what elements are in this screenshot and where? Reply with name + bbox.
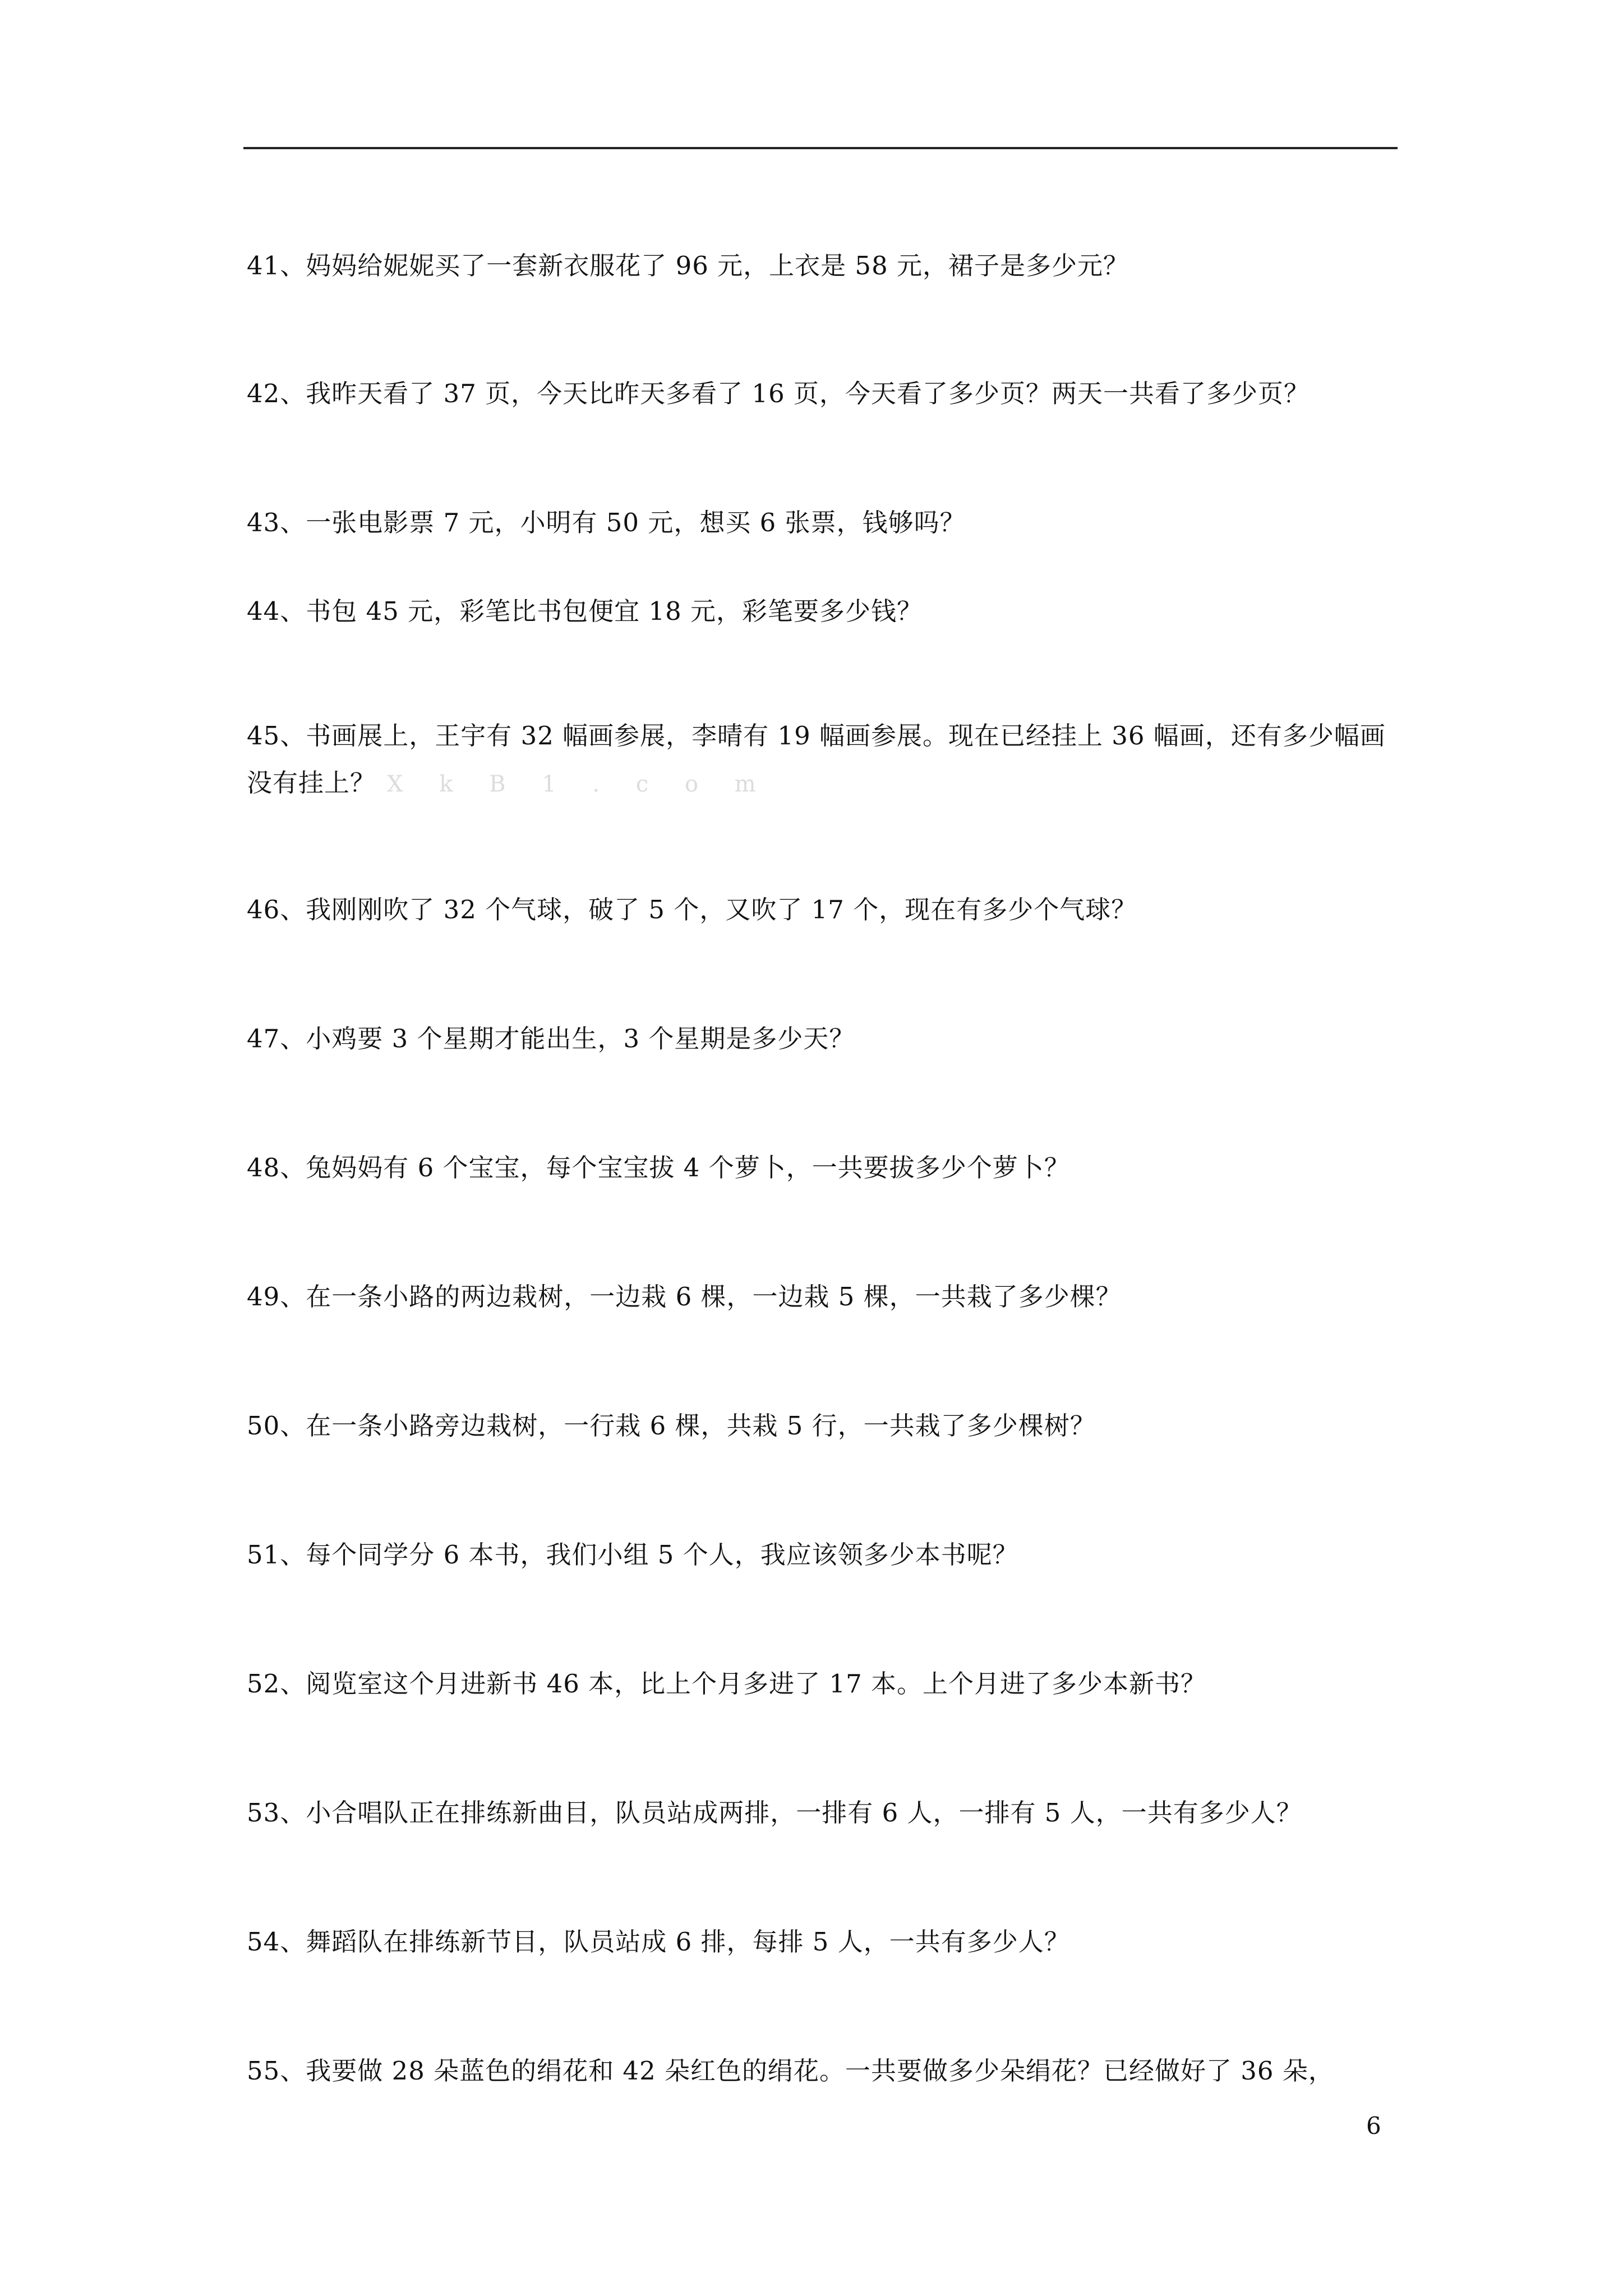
header-rule (243, 147, 1398, 149)
question-48: 48、兔妈妈有 6 个宝宝，每个宝宝拔 4 个萝卜，一共要拔多少个萝卜？ (247, 1153, 1070, 1182)
question-43: 43、一张电影票 7 元，小明有 50 元，想买 6 张票，钱够吗？ (247, 508, 966, 537)
question-50: 50、在一条小路旁边栽树，一行栽 6 棵，共栽 5 行，一共栽了多少棵树？ (247, 1411, 1096, 1441)
question-46: 46、我刚刚吹了 32 个气球，破了 5 个，又吹了 17 个，现在有多少个气球？ (247, 895, 1137, 924)
question-47: 47、小鸡要 3 个星期才能出生，3 个星期是多少天？ (247, 1024, 855, 1053)
question-53: 53、小合唱队正在排练新曲目，队员站成两排，一排有 6 人，一排有 5 人，一共有多少人？ (247, 1798, 1302, 1828)
question-49: 49、在一条小路的两边栽树，一边栽 6 棵，一边栽 5 棵，一共栽了多少棵？ (247, 1282, 1122, 1312)
question-54: 54、舞蹈队在排练新节目，队员站成 6 排，每排 5 人，一共有多少人？ (247, 1927, 1070, 1957)
question-45-text: 45、书画展上，王宇有 32 幅画参展，李晴有 19 幅画参展。现在已经挂上 36 幅画，还有多少幅画没有挂上？ (247, 721, 1386, 798)
question-44: 44、书包 45 元，彩笔比书包便宜 18 元，彩笔要多少钱？ (247, 596, 923, 626)
page-number: 6 (1366, 2112, 1381, 2139)
question-42: 42、我昨天看了 37 页，今天比昨天多看了 16 页，今天看了多少页？两天一共看了多少页？ (247, 379, 1310, 408)
watermark: X k B 1 . c o m (387, 771, 771, 797)
question-51: 51、每个同学分 6 本书，我们小组 5 个人，我应该领多少本书呢？ (247, 1540, 1018, 1570)
question-41: 41、妈妈给妮妮买了一套新衣服花了 96 元，上衣是 58 元，裙子是多少元？ (247, 251, 1129, 280)
question-45 (247, 712, 1398, 808)
question-55: 55、我要做 28 朵蓝色的绢花和 42 朵红色的绢花。一共要做多少朵绢花？已经做好了 36 朵， (247, 2056, 1334, 2086)
question-52: 52、阅览室这个月进新书 46 本，比上个月多进了 17 本。上个月进了多少本新书？ (247, 1669, 1207, 1699)
